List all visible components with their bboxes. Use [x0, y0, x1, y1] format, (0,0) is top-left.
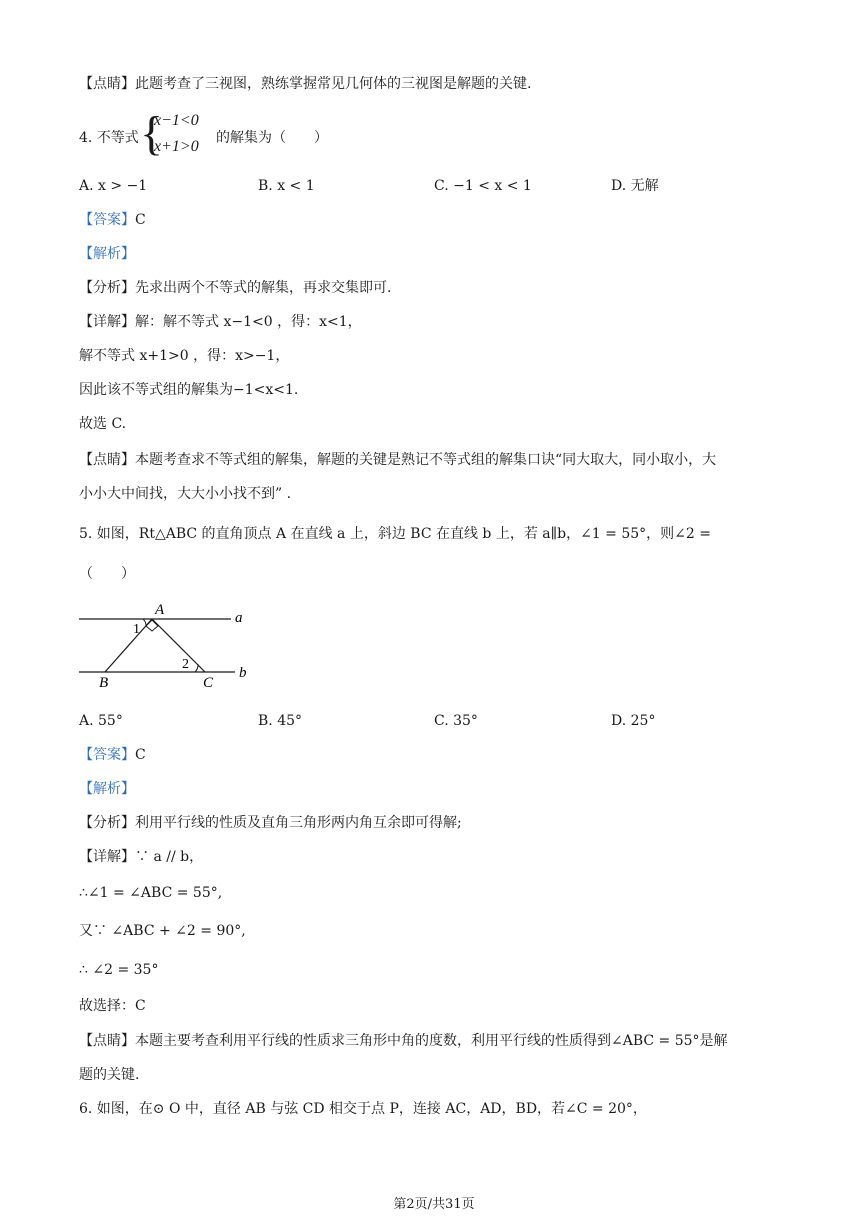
q4-fenxi: 【分析】先求出两个不等式的解集，再求交集即可.	[79, 280, 392, 296]
q5-stem-2: （ ）	[79, 566, 135, 582]
q5-detail-2: ∴∠1 = ∠ABC = 55°,	[79, 885, 223, 901]
l1: 【点睛】此题考查了三视图，熟练掌握常见几何体的三视图是解题的关键.	[79, 76, 532, 92]
label-1: 1	[133, 622, 140, 637]
q5-detail-3: 又∵ ∠ABC + ∠2 = 90°,	[79, 923, 246, 939]
sys-row-2: x+1>0	[154, 138, 199, 155]
q5-option-d: D. 25°	[611, 713, 656, 729]
angle-2-arc	[195, 664, 198, 672]
q4-detail-4: 故选 C.	[79, 416, 127, 432]
label-B: B	[99, 675, 109, 690]
label-b: b	[239, 665, 247, 681]
q4-option-c: C. −1 < x < 1	[434, 178, 532, 194]
q4-option-a: A. x > −1	[79, 178, 148, 194]
q5-answer	[79, 745, 146, 765]
q5-option-c: C. 35°	[434, 713, 478, 729]
q4-dianjing-1: 【点睛】本题考查求不等式组的解集，解题的关键是熟记不等式组的解集口诀“同大取大，同小取小，大	[79, 452, 717, 468]
q4-detail-1: 【详解】解：解不等式 x−1<0 ，得：x<1，	[79, 314, 362, 330]
q4-option-d: D. 无解	[611, 178, 659, 194]
right-angle-mark	[146, 620, 158, 631]
side-ab	[105, 619, 152, 672]
q4-detail-2: 解不等式 x+1>0 ，得：x>−1，	[79, 348, 290, 364]
q6-stem: 6. 如图，在⊙ O 中，直径 AB 与弦 CD 相交于点 P，连接 AC，AD，BD，若∠C = 20°，	[79, 1101, 647, 1117]
q5-detail-5: 故选择：C	[79, 998, 146, 1014]
answer-value: C	[135, 747, 146, 763]
q4-analysis-tag: 【解析】	[79, 246, 135, 262]
q5-analysis-tag: 【解析】	[79, 781, 135, 797]
q5-fenxi: 【分析】利用平行线的性质及直角三角形两内角互余即可得解;	[79, 815, 462, 831]
q4-option-b: B. x < 1	[258, 178, 315, 194]
page-footer: 第2页/共31页	[393, 1197, 475, 1212]
q5-stem-1: 5. 如图，Rt△ABC 的直角顶点 A 在直线 a 上，斜边 BC 在直线 b 上，若 a∥b，∠1 = 55°，则∠2 =	[79, 526, 711, 542]
label-A: A	[155, 602, 165, 618]
q4-suffix: 的解集为（ ）	[216, 130, 328, 146]
label-a: a	[235, 610, 243, 626]
q5-dianjing-2: 题的关键.	[79, 1067, 140, 1083]
q4-prefix: 4. 不等式	[79, 130, 139, 146]
answer-tag: 【答案】	[79, 747, 135, 763]
label-2: 2	[182, 657, 189, 672]
label-C: C	[203, 675, 214, 690]
q5-option-b: B. 45°	[258, 713, 303, 729]
answer-value: C	[135, 212, 146, 228]
q4-detail-3: 因此该不等式组的解集为−1<x<1.	[79, 382, 299, 398]
q5-detail-1: 【详解】∵ a // b，	[79, 849, 204, 865]
q5-option-a: A. 55°	[79, 713, 123, 729]
q5-dianjing-1: 【点睛】本题主要考查利用平行线的性质求三角形中角的度数，利用平行线的性质得到∠ABC = 55°是解	[79, 1033, 728, 1049]
triangle-figure	[75, 598, 265, 690]
side-ac	[152, 619, 205, 672]
q5-detail-4: ∴ ∠2 = 35°	[79, 962, 159, 978]
inequality-system	[140, 107, 220, 162]
angle-1-arc	[143, 619, 146, 626]
brace-glyph: {	[140, 107, 164, 160]
q4-answer	[79, 210, 146, 230]
sys-row-1: x−1<0	[154, 112, 199, 129]
q4-dianjing-2: 小小大中间找，大大小小找不到” .	[79, 486, 292, 502]
answer-tag: 【答案】	[79, 212, 135, 228]
